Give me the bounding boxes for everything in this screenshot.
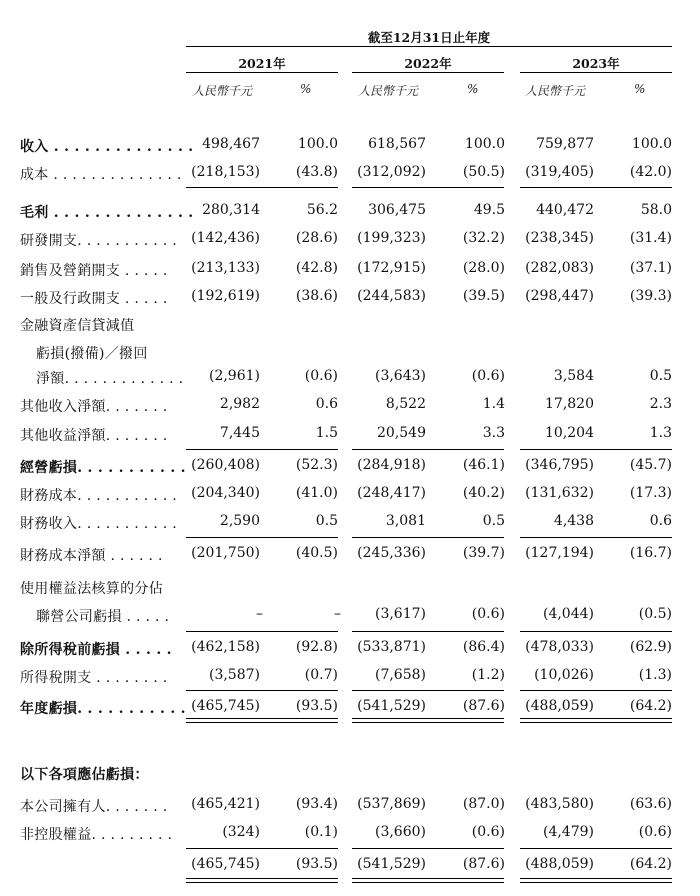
amount-cell: (483,580)	[525, 796, 594, 812]
percent-cell: (87.0)	[462, 796, 505, 812]
amount-cell: 17,820	[545, 396, 594, 412]
percent-cell: 100.0	[464, 136, 505, 152]
amount-cell: (238,345)	[525, 230, 594, 246]
percent-cell: (41.0)	[295, 485, 338, 501]
percent-cell: 3.3	[482, 425, 505, 441]
row-label: 經營虧損. . . . . . . . . . .	[20, 460, 186, 476]
year-2022: 2022年	[404, 56, 452, 71]
amount-cell: (282,083)	[525, 260, 594, 276]
percent-cell: (0.6)	[471, 606, 505, 622]
amount-cell: (3,660)	[374, 824, 426, 840]
subtotal-rule	[520, 187, 672, 188]
row-label: 毛利 . . . . . . . . . . . . . .	[20, 205, 194, 221]
subtotal-rule	[352, 848, 504, 849]
percent-cell: 56.2	[306, 202, 338, 218]
percent-cell: (87.6)	[462, 698, 505, 714]
amount-cell: 10,204	[545, 425, 594, 441]
percent-cell: (40.2)	[462, 485, 505, 501]
percent-cell: (93.5)	[295, 856, 338, 872]
amount-cell: (488,059)	[525, 856, 594, 872]
row-label: 研發開支. . . . . . . . . . .	[20, 233, 177, 249]
amount-cell: 759,877	[536, 136, 594, 152]
amount-cell: (284,918)	[357, 457, 426, 473]
amount-cell: (298,447)	[525, 288, 594, 304]
percent-cell: 49.5	[473, 202, 505, 218]
percent-cell: (0.6)	[638, 824, 672, 840]
year-rule-2021	[186, 72, 338, 73]
percent-cell: (17.3)	[629, 485, 672, 501]
percent-cell: (64.2)	[629, 698, 672, 714]
amount-cell: 440,472	[536, 202, 594, 218]
row-label: 淨額. . . . . . . . . . . . .	[36, 371, 184, 387]
amount-cell: 498,467	[202, 136, 260, 152]
percent-cell: (40.5)	[295, 545, 338, 561]
subtotal-rule	[352, 187, 504, 188]
amount-cell: (192,619)	[191, 288, 260, 304]
year-2021: 2021年	[238, 56, 286, 71]
row-label: 虧損(撥備)／撥回	[36, 346, 148, 362]
percent-2021: %	[300, 82, 312, 96]
amount-cell: (533,871)	[357, 639, 426, 655]
subtotal-rule	[352, 631, 504, 632]
amount-cell: (488,059)	[525, 698, 594, 714]
amount-cell: 618,567	[368, 136, 426, 152]
subtotal-rule	[352, 449, 504, 450]
percent-cell: (64.2)	[629, 856, 672, 872]
row-label: 除所得稅前虧損 . . . . .	[20, 642, 172, 658]
amount-cell: 4,438	[553, 513, 594, 529]
subtotal-rule	[186, 631, 338, 632]
percent-cell: (87.6)	[462, 856, 505, 872]
amount-cell: (3,617)	[374, 606, 426, 622]
percent-cell: (31.4)	[629, 230, 672, 246]
amount-cell: (2,961)	[208, 368, 260, 384]
amount-cell: (312,092)	[357, 164, 426, 180]
total-double-rule	[352, 878, 504, 879]
amount-cell: (213,133)	[191, 260, 260, 276]
percent-cell: 1.4	[482, 396, 505, 412]
percent-cell: (1.2)	[471, 667, 505, 683]
percent-cell: (86.4)	[462, 639, 505, 655]
total-double-rule	[520, 878, 672, 879]
amount-cell: 2,982	[219, 396, 260, 412]
percent-cell: (0.5)	[638, 606, 672, 622]
year-rule-2023	[520, 72, 672, 73]
amount-cell: 2,590	[219, 513, 260, 529]
percent-cell: (92.8)	[295, 639, 338, 655]
percent-cell: (93.4)	[295, 796, 338, 812]
currency-2023: 人民幣千元	[525, 84, 586, 98]
year-rule-2022	[352, 72, 504, 73]
row-label: 本公司擁有人. . . . . . .	[20, 799, 168, 815]
percent-cell: 58.0	[640, 202, 672, 218]
amount-cell: 8,522	[385, 396, 426, 412]
row-label: 其他收入淨額. . . . . . .	[20, 399, 168, 415]
percent-cell: (63.6)	[629, 796, 672, 812]
percent-cell: (39.5)	[462, 288, 505, 304]
amount-cell: 306,475	[368, 202, 426, 218]
amount-cell: (3,587)	[208, 667, 260, 683]
amount-cell: (541,529)	[357, 698, 426, 714]
percent-cell: 100.0	[297, 136, 338, 152]
percent-cell: (39.7)	[462, 545, 505, 561]
row-label: 一般及行政開支 . . . . .	[20, 291, 168, 307]
percent-cell: (52.3)	[295, 457, 338, 473]
percent-cell: (1.3)	[638, 667, 672, 683]
percent-2022: %	[467, 82, 479, 96]
total-double-rule	[186, 722, 338, 723]
percent-cell: (0.6)	[471, 368, 505, 384]
year-2023: 2023年	[572, 56, 620, 71]
percent-cell: (93.5)	[295, 698, 338, 714]
percent-cell: (50.5)	[462, 164, 505, 180]
percent-cell: (38.6)	[295, 288, 338, 304]
percent-cell: (42.0)	[629, 164, 672, 180]
amount-cell: (324)	[222, 824, 260, 840]
percent-cell: (0.1)	[304, 824, 338, 840]
amount-cell: (4,044)	[542, 606, 594, 622]
period-title: 截至12月31日止年度	[367, 30, 491, 45]
amount-cell: (201,750)	[191, 545, 260, 561]
percent-cell: 0.6	[649, 513, 672, 529]
amount-cell: (465,745)	[191, 856, 260, 872]
percent-cell: (43.8)	[295, 164, 338, 180]
percent-cell: (0.6)	[471, 824, 505, 840]
percent-cell: (28.6)	[295, 230, 338, 246]
percent-cell: (0.6)	[304, 368, 338, 384]
amount-cell: 3,584	[553, 368, 594, 384]
total-double-rule	[520, 722, 672, 723]
subtotal-rule	[186, 537, 338, 538]
amount-cell: 280,314	[202, 202, 260, 218]
percent-cell: –	[334, 606, 341, 622]
amount-cell: (218,153)	[191, 164, 260, 180]
amount-cell: (131,632)	[525, 485, 594, 501]
amount-cell: (537,869)	[357, 796, 426, 812]
percent-cell: (39.3)	[629, 288, 672, 304]
row-label: 使用權益法核算的分佔	[20, 581, 163, 597]
row-label: 聯營公司虧損 . . . . .	[36, 609, 170, 625]
amount-cell: (260,408)	[191, 457, 260, 473]
total-double-rule	[352, 718, 504, 719]
subtotal-rule	[520, 690, 672, 691]
subtotal-rule	[520, 631, 672, 632]
percent-cell: (0.7)	[304, 667, 338, 683]
percent-cell: (46.1)	[462, 457, 505, 473]
amount-cell: (172,915)	[357, 260, 426, 276]
amount-cell: (465,421)	[191, 796, 260, 812]
row-label: 非控股權益. . . . . . . . .	[20, 827, 173, 843]
total-double-rule	[186, 878, 338, 879]
amount-cell: (465,745)	[191, 698, 260, 714]
total-double-rule	[352, 722, 504, 723]
percent-cell: (32.2)	[462, 230, 505, 246]
subtotal-rule	[186, 187, 338, 188]
amount-cell: (142,436)	[191, 230, 260, 246]
percent-cell: (28.0)	[462, 260, 505, 276]
percent-cell: (37.1)	[629, 260, 672, 276]
row-label: 所得稅開支 . . . . . . . .	[20, 670, 168, 686]
subtotal-rule	[520, 537, 672, 538]
row-label: 銷售及營銷開支 . . . . .	[20, 263, 168, 279]
subtotal-rule	[520, 848, 672, 849]
row-label: 財務收入. . . . . . . . . . .	[20, 516, 177, 532]
amount-cell: (199,323)	[357, 230, 426, 246]
percent-cell: 0.5	[649, 368, 672, 384]
percent-cell: 2.3	[649, 396, 672, 412]
amount-cell: (346,795)	[525, 457, 594, 473]
percent-cell: (45.7)	[629, 457, 672, 473]
subtotal-rule	[352, 690, 504, 691]
total-double-rule	[186, 882, 338, 883]
total-double-rule	[186, 718, 338, 719]
header-rule	[186, 46, 672, 47]
amount-cell: (462,158)	[191, 639, 260, 655]
amount-cell: (319,405)	[525, 164, 594, 180]
percent-cell: 1.5	[315, 425, 338, 441]
amount-cell: (7,658)	[374, 667, 426, 683]
amount-cell: (478,033)	[525, 639, 594, 655]
amount-cell: (204,340)	[191, 485, 260, 501]
percent-cell: 0.5	[315, 513, 338, 529]
percent-cell: (16.7)	[629, 545, 672, 561]
row-label: 收入 . . . . . . . . . . . . . .	[20, 139, 194, 155]
percent-cell: 0.6	[315, 396, 338, 412]
percent-2023: %	[634, 82, 646, 96]
amount-cell: (245,336)	[357, 545, 426, 561]
total-double-rule	[520, 718, 672, 719]
percent-cell: 0.5	[482, 513, 505, 529]
amount-cell: 7,445	[219, 425, 260, 441]
amount-cell: (248,417)	[357, 485, 426, 501]
amount-cell: (541,529)	[357, 856, 426, 872]
subtotal-rule	[186, 848, 338, 849]
row-label: 金融資產信貸減值	[20, 318, 135, 334]
subtotal-rule	[520, 449, 672, 450]
amount-cell: (3,643)	[374, 368, 426, 384]
percent-cell: 1.3	[649, 425, 672, 441]
row-label: 成本 . . . . . . . . . . . . . .	[20, 167, 182, 183]
total-double-rule	[352, 882, 504, 883]
row-label: 年度虧損. . . . . . . . . . .	[20, 701, 186, 717]
row-label: 財務成本. . . . . . . . . . .	[20, 488, 177, 504]
amount-cell: –	[256, 606, 263, 622]
row-label: 財務成本淨額 . . . . . .	[20, 548, 163, 564]
percent-cell: 100.0	[631, 136, 672, 152]
amount-cell: (4,479)	[542, 824, 594, 840]
percent-cell: (42.8)	[295, 260, 338, 276]
amount-cell: (127,194)	[525, 545, 594, 561]
currency-2021: 人民幣千元	[192, 84, 253, 98]
percent-cell: (62.9)	[629, 639, 672, 655]
currency-2022: 人民幣千元	[358, 84, 419, 98]
amount-cell: (244,583)	[357, 288, 426, 304]
subtotal-rule	[186, 449, 338, 450]
total-double-rule	[520, 882, 672, 883]
subtotal-rule	[186, 690, 338, 691]
row-label: 其他收益淨額. . . . . . .	[20, 428, 168, 444]
subtotal-rule	[352, 537, 504, 538]
amount-cell: (10,026)	[534, 667, 594, 683]
amount-cell: 20,549	[377, 425, 426, 441]
amount-cell: 3,081	[385, 513, 426, 529]
row-label: 以下各項應佔虧損：	[20, 767, 149, 783]
